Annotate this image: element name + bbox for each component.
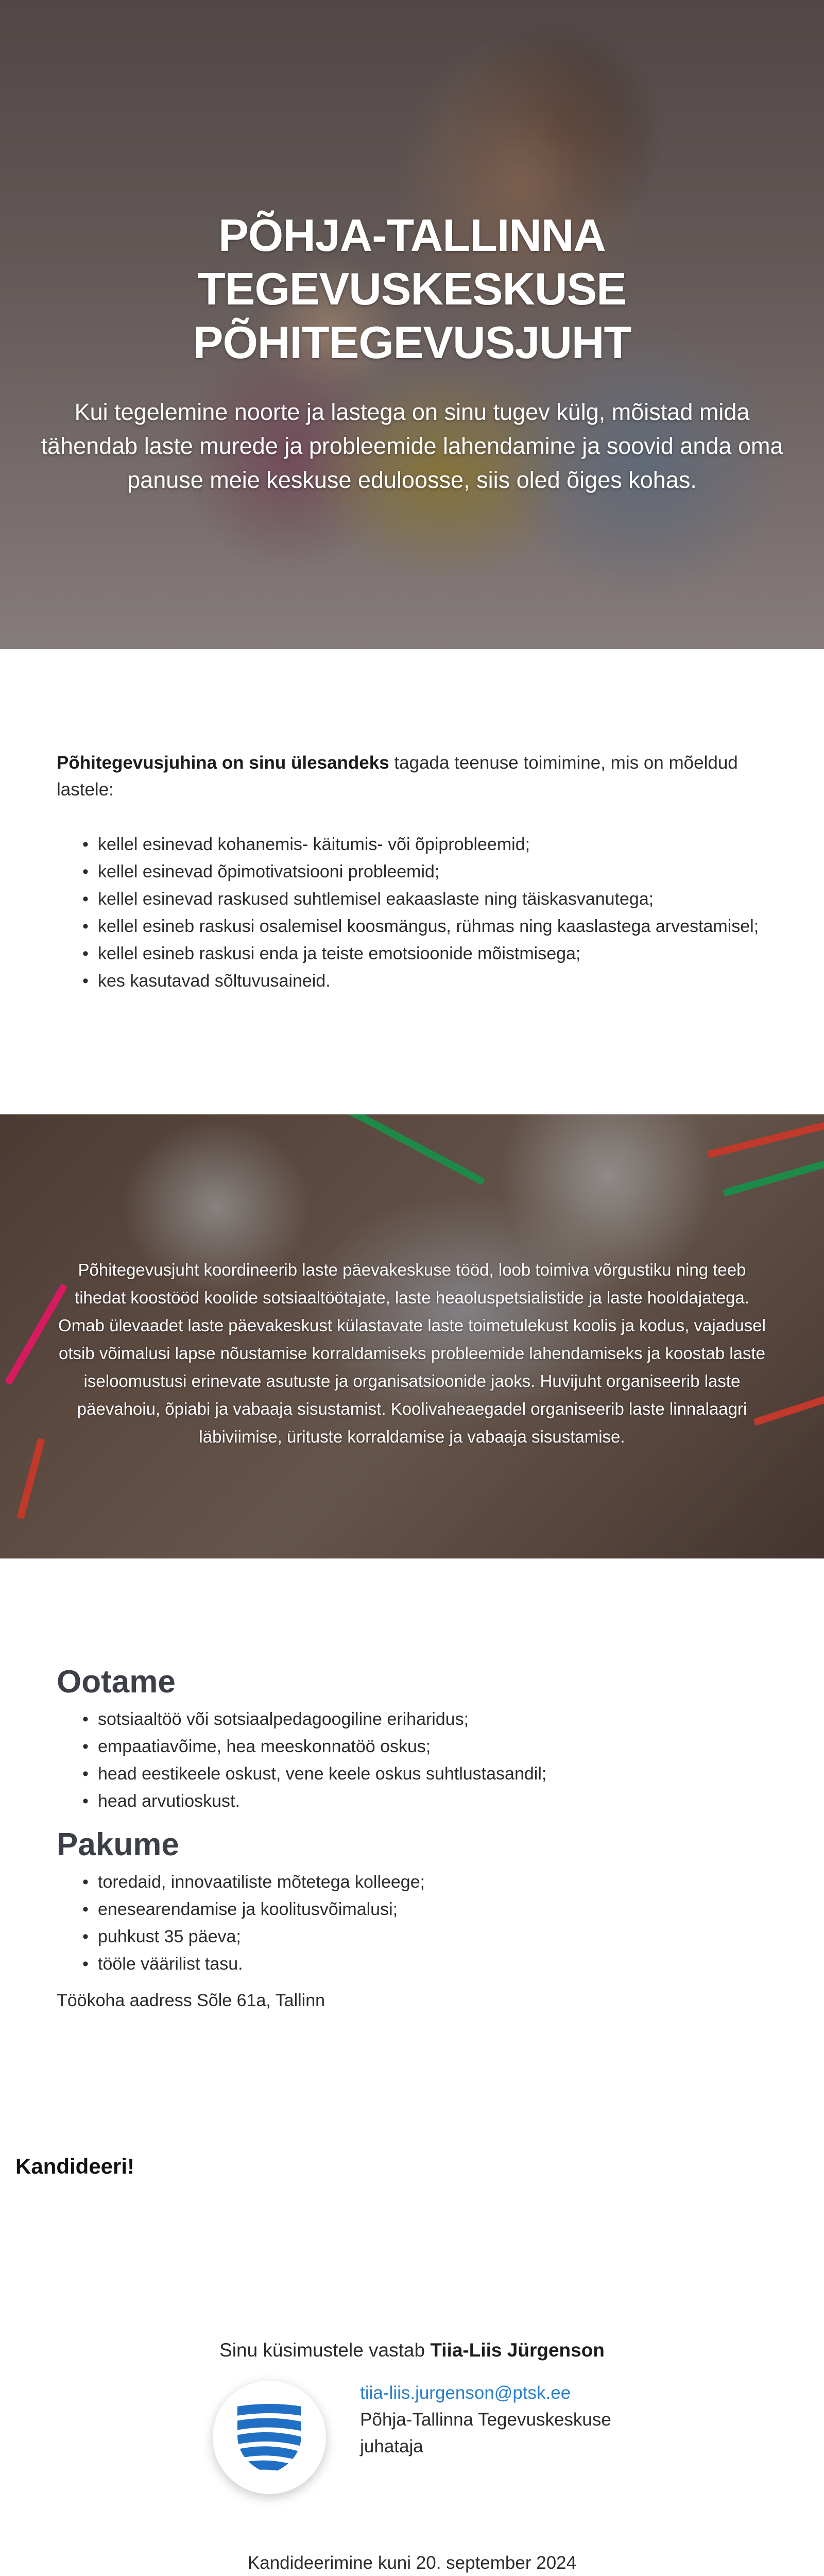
responsibilities-intro xyxy=(57,750,767,803)
contact-info xyxy=(360,2376,611,2460)
responsibilities-intro-bold: Põhitegevusjuhina on sinu ülesandeks xyxy=(57,753,389,773)
contact-card xyxy=(0,2376,824,2494)
list-item: • enesearendamise ja koolitusvõimalusi; xyxy=(82,1896,767,1923)
requirements-section xyxy=(0,1558,824,2112)
shield-logo-icon xyxy=(233,2399,305,2476)
page-title-line-1: PÕHJA-TALLINNA TEGEVUSKESKUSE xyxy=(198,210,626,314)
application-deadline: Kandideerimine kuni 20. september 2024 xyxy=(247,2553,577,2573)
responsibilities-list xyxy=(57,831,767,995)
list-item: • kellel esinevad raskused suhtlemisel eakaaslaste ning täiskasvanutega; xyxy=(82,886,767,913)
expect-list xyxy=(57,1706,767,1815)
organization-logo xyxy=(213,2381,326,2494)
decorative-pencil xyxy=(723,1153,824,1196)
decorative-pencil xyxy=(17,1438,45,1519)
responsibilities-intro-rest: tagada teenuse toimimine, mis on mõeldud lastele: xyxy=(57,753,738,800)
contact-name: Tiia-Liis Jürgenson xyxy=(430,2340,605,2361)
list-item: • kes kasutavad sõltuvusaineid. xyxy=(82,968,767,995)
hero-banner xyxy=(0,0,824,649)
hero-subtitle: Kui tegelemine noorte ja lastega on sinu tugev külg, mõistad mida tähendab laste murede ja probleemide lahendamine ja soovid anda oma panuse meie keskuse eduloosse, siis oled õiges kohas. xyxy=(41,399,783,493)
page-title-line-2: PÕHITEGEVUSJUHT xyxy=(193,317,631,368)
decorative-pencil xyxy=(707,1119,824,1158)
list-item: • tööle väärilist tasu. xyxy=(82,1951,767,1978)
description-band xyxy=(0,1114,824,1558)
list-item: • kellel esineb raskusi enda ja teiste emotsioonide mõistmisega; xyxy=(82,940,767,968)
list-item: • puhkust 35 päeva; xyxy=(82,1923,767,1951)
offer-heading: Pakume xyxy=(57,1827,179,1862)
contact-section xyxy=(0,2336,824,2576)
work-address: Töökoha aadress Sõle 61a, Tallinn xyxy=(57,1991,325,2010)
contact-organization: Põhja-Tallinna Tegevuskeskuse xyxy=(360,2410,611,2430)
expect-heading: Ootame xyxy=(57,1664,176,1700)
list-item: • head arvutioskust. xyxy=(82,1788,767,1815)
hero-content xyxy=(0,209,824,497)
contact-line xyxy=(0,2336,824,2364)
list-item: • kellel esinevad kohanemis- käitumis- või õpiprobleemid; xyxy=(82,831,767,858)
apply-button[interactable]: Kandideeri! xyxy=(15,2154,135,2178)
offer-list xyxy=(57,1869,767,1978)
responsibilities-section xyxy=(0,649,824,1114)
apply-section xyxy=(0,2112,824,2336)
decorative-pencil xyxy=(318,1114,485,1185)
list-item: • sotsiaaltöö või sotsiaalpedagoogiline eriharidus; xyxy=(82,1706,767,1733)
contact-prefix: Sinu küsimustele vastab xyxy=(219,2340,431,2361)
page-title xyxy=(31,209,793,369)
list-item: • empaatiavõime, hea meeskonnatöö oskus; xyxy=(82,1733,767,1760)
contact-email-link[interactable]: tiia-liis.jurgenson@ptsk.ee xyxy=(360,2383,571,2403)
contact-position: juhataja xyxy=(360,2436,423,2456)
description-text: Põhitegevusjuht koordineerib laste päevakeskuse tööd, loob toimiva võrgustiku ning teeb tihedat koostööd koolide sotsiaaltöötajate, laste heaoluspetsialistide ja laste hooldajatega. Omab ülevaadet laste päevakeskust külastavate laste toimetulekust koolis ja kodus, vajadusel otsib võimalusi lapse nõustamise korraldamiseks probleemide lahendamiseks ja koostab laste iseloomustusi erinevate asutuste ja organisatsioonide jaoks. Huvijuht organiseerib laste päevahoiu, õpiabi ja vabaaja sisustamist. Koolivaheaegadel organiseerib laste linnalaagri läbiviimise, ürituste korraldamise ja vabaaja sisustamise. xyxy=(58,1260,766,1446)
list-item: • kellel esinevad õpimotivatsiooni probleemid; xyxy=(82,858,767,886)
list-item: • toredaid, innovaatiliste mõtetega kolleege; xyxy=(82,1869,767,1896)
list-item: • head eestikeele oskust, vene keele oskus suhtlustasandil; xyxy=(82,1760,767,1788)
list-item: • kellel esineb raskusi osalemisel koosmängus, rühmas ning kaaslastega arvestamisel; xyxy=(82,913,767,940)
